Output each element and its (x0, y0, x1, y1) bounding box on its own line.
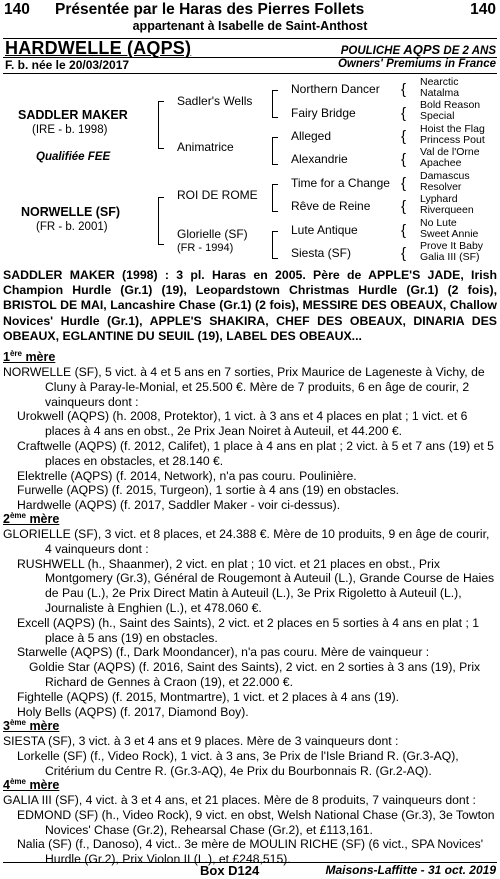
gen4-16: Galia III (SF) (420, 251, 480, 263)
horse-type: POULICHE AQPS DE 2 ANS (340, 42, 496, 57)
brace-g2-4 (272, 231, 278, 259)
curly-5: { (401, 175, 407, 192)
sire-dam: Animatrice (177, 140, 234, 154)
brace-g2-2 (272, 137, 278, 165)
fourth-dam-heading: 4ème mère (3, 777, 60, 793)
gen4-7: Val de l'Orne (420, 146, 480, 158)
gen3-2: Fairy Bridge (291, 106, 356, 120)
sale-place-date: Maisons-Laffitte - 31 oct. 2019 (325, 863, 496, 877)
lot-number-right: 140 (470, 1, 496, 18)
presenter-title: Présentée par le Haras des Pierres Follets (55, 1, 365, 18)
curly-3: { (401, 128, 407, 145)
second-dam-section (3, 509, 497, 719)
second-dam-produce-4: Fightelle (AQPS) (f. 2015, Montmartre), 1 vict. et 2 places à 4 ans (19). (17, 689, 400, 704)
gen3-1: Northern Dancer (291, 82, 380, 96)
gen3-7: Lute Antique (291, 223, 358, 237)
gen4-15: Prove It Baby (420, 240, 484, 252)
gen3-3: Alleged (291, 129, 332, 143)
third-dam-produce-1: Lorkelle (SF) (f., Video Rock), 1 vict. à 3 ans, 3e Prix de l'Isle Briand R. (Gr.3-AQ), Critérium du Centre R. (Gr.3-AQ), 4e Prix du Bourbonnais R. (Gr.2-AQ). (17, 748, 459, 778)
gen4-14: Sweet Annie (420, 228, 479, 240)
dam-dam: Glorielle (SF) (177, 227, 248, 241)
dam-dam-info: (FR - 1994) (177, 242, 234, 254)
bottom-rule (3, 73, 497, 74)
gen4-10: Resolver (420, 181, 462, 193)
horse-name: HARDWELLE (AQPS) (5, 38, 192, 58)
gen4-8: Apachee (420, 157, 462, 169)
owners-premiums: Owners' Premiums in France (337, 58, 496, 70)
second-dam-produce-5: Holy Bells (AQPS) (f. 2017, Diamond Boy). (17, 704, 249, 719)
third-dam-text: SIESTA (SF), 3 vict. à 3 et 4 ans et 9 places. Mère de 3 vainqueurs dont : (3, 733, 399, 748)
box-number: Box D124 (200, 863, 260, 878)
gen3-5: Time for a Change (291, 176, 390, 190)
gen4-11: Lyphard (420, 193, 458, 205)
gen3-4: Alexandrie (291, 152, 348, 166)
curly-6: { (401, 198, 407, 215)
gen4-5: Hoist the Flag (420, 123, 485, 135)
first-dam-produce-4: Furwelle (AQPS) (f. 2015, Turgeon), 1 sortie à 4 ans (19) en obstacles. (17, 483, 400, 498)
gen4-2: Natalma (420, 87, 460, 99)
second-dam-heading: 2ème mère (3, 511, 60, 527)
fourth-dam-text: GALIA III (SF), 4 vict. à 3 et 4 ans, et 21 places. Mère de 8 produits, 7 vainqueurs dont : (3, 792, 476, 807)
gen3-8: Siesta (SF) (291, 246, 352, 260)
owner-line: appartenant à Isabelle de Saint-Anthost (132, 19, 368, 33)
sire-sire: Sadler's Wells (177, 94, 253, 108)
gen4-4: Special (420, 110, 455, 122)
third-dam-heading: 3ème mère (3, 718, 60, 734)
sire-brace (158, 101, 164, 149)
brace-g2-3 (272, 184, 278, 212)
sire-info: (IRE - b. 1998) (32, 124, 108, 136)
birth-info: F. b. née le 20/03/2017 (5, 58, 130, 72)
brace-g2-1 (272, 90, 278, 118)
gen4-6: Princess Pout (420, 134, 485, 146)
gen4-13: No Lute (420, 217, 457, 229)
sire-name: SADDLER MAKER (18, 108, 128, 122)
dam-name: NORWELLE (SF) (21, 205, 121, 219)
gen4-3: Bold Reason (420, 99, 481, 111)
first-dam-text: NORWELLE (SF), 5 vict. à 4 et 5 ans en 7 sorties, Prix Maurice de Lageneste à Vichy, de Cluny à Paray-le-Monial, et 25.500 €. Mère de 7 produits, 6 en âge de courir, 2 vainqueurs dont : (3, 364, 485, 409)
first-dam-produce-1: Urokwell (AQPS) (h. 2008, Protektor), 1 vict. à 3 ans et 4 places en plat ; 1 vict. et 6 places à 4 ans en obst., 2e Prix Jean Noiret à Auteuil, et 44.200 €. (17, 409, 468, 439)
first-dam-produce-5: Hardwelle (AQPS) (f. 2017, Saddler Maker - voir ci-dessus). (17, 498, 341, 513)
fourth-dam-produce-2: Nalia (SF) (f., Danoso), 4 vict.. 3e mère de MOULIN RICHE (SF) (6 vict., SPA Novices' Hurdle (Gr.2), Prix Violon II (L.), et £248,515). (17, 837, 484, 867)
dam-info: (FR - b. 2001) (36, 221, 108, 233)
fourth-dam-produce-1: EDMOND (SF) (h., Video Rock), 9 vict. en obst, Welsh National Chase (Gr.3), 3e Towton Novices' Chase (Gr.2), Rehearsal Chase (Gr.2), et £113,161. (17, 807, 495, 837)
gen3-6: Rêve de Reine (291, 199, 371, 213)
second-dam-produce-1: RUSHWELL (h., Shaanmer), 2 vict. en plat ; 10 vict. et 21 places en obst., Prix Montgomery (Gr.3), Général de Rougemont à Auteuil (L.), Grande Course de Haies de Pau (L.), 2e Prix Direct Matin à Auteuil (L.), 3e Prix Rigoletto à Auteuil (L.), Journaliste à Enghien (L.), et 478.060 €. (17, 556, 495, 615)
curly-7: { (401, 222, 407, 239)
first-dam-produce-3: Elektrelle (AQPS) (f. 2014, Network), n'a pas couru. Poulinière. (17, 468, 357, 483)
dam-sire: ROI DE ROME (177, 188, 258, 202)
first-dam-produce-2: Craftwelle (AQPS) (f. 2012, Califet), 1 place à 4 ans en plat ; 2 vict. à 5 et 7 ans (19) et 5 places en obstacles, et 28.140 €. (17, 438, 494, 468)
qualified-fee: Qualifiée FEE (36, 151, 111, 163)
curly-2: { (401, 105, 407, 122)
second-dam-grandproduce: Goldie Star (AQPS) (f. 2016, Saint des Saints), 2 vict. en 2 sorties à 3 ans (19), Prix Richard de Gennes à Craon (19), et 22.000 €. (29, 660, 481, 689)
second-dam-text: GLORIELLE (SF), 3 vict. et 8 places, et 24.388 €. Mère de 10 produits, 9 en âge de courir, 4 vainqueurs dont : (3, 526, 490, 556)
second-dam-produce-3: Starwelle (AQPS) (f., Dark Moondancer), n'a pas couru. Mère de vainqueur : (17, 645, 430, 660)
curly-1: { (401, 81, 407, 98)
third-dam-section (3, 716, 497, 778)
curly-4: { (401, 151, 407, 168)
fourth-dam-section (3, 775, 497, 867)
curly-8: { (401, 245, 407, 262)
gen4-1: Nearctic (420, 76, 459, 88)
second-dam-produce-2: Excell (AQPS) (h., Saint des Saints), 2 vict. et 2 places en 5 sorties à 4 ans en plat ; 1 place à 5 ans (19) en obstacles. (17, 615, 479, 645)
lot-number-left: 140 (4, 1, 30, 18)
gen4-12: Riverqueen (420, 204, 474, 216)
first-dam-section (3, 347, 497, 513)
dam-brace (158, 197, 164, 245)
sire-summary: SADDLER MAKER (1998) : 3 pl. Haras en 2005. Père de APPLE'S JADE, Irish Champion Hurdle (Gr.1) (19), Leopardstown Christmas Hurdle (Gr.1) (2 fois), BRISTOL DE MAI, Lancashire Chase (Gr.1) (2 fois), MESSIRE DES OBEAUX, Challow Novices' Hurdle (Gr.1), APPLE'S SHAKIRA, CHEF DES OBEAUX, DINARIA DES OBEAUX, EGLANTINE DU SEUIL (19), LABEL DES OBEAUX... (3, 268, 497, 343)
gen4-9: Damascus (420, 170, 470, 182)
first-dam-heading: 1ère mère (3, 349, 56, 365)
